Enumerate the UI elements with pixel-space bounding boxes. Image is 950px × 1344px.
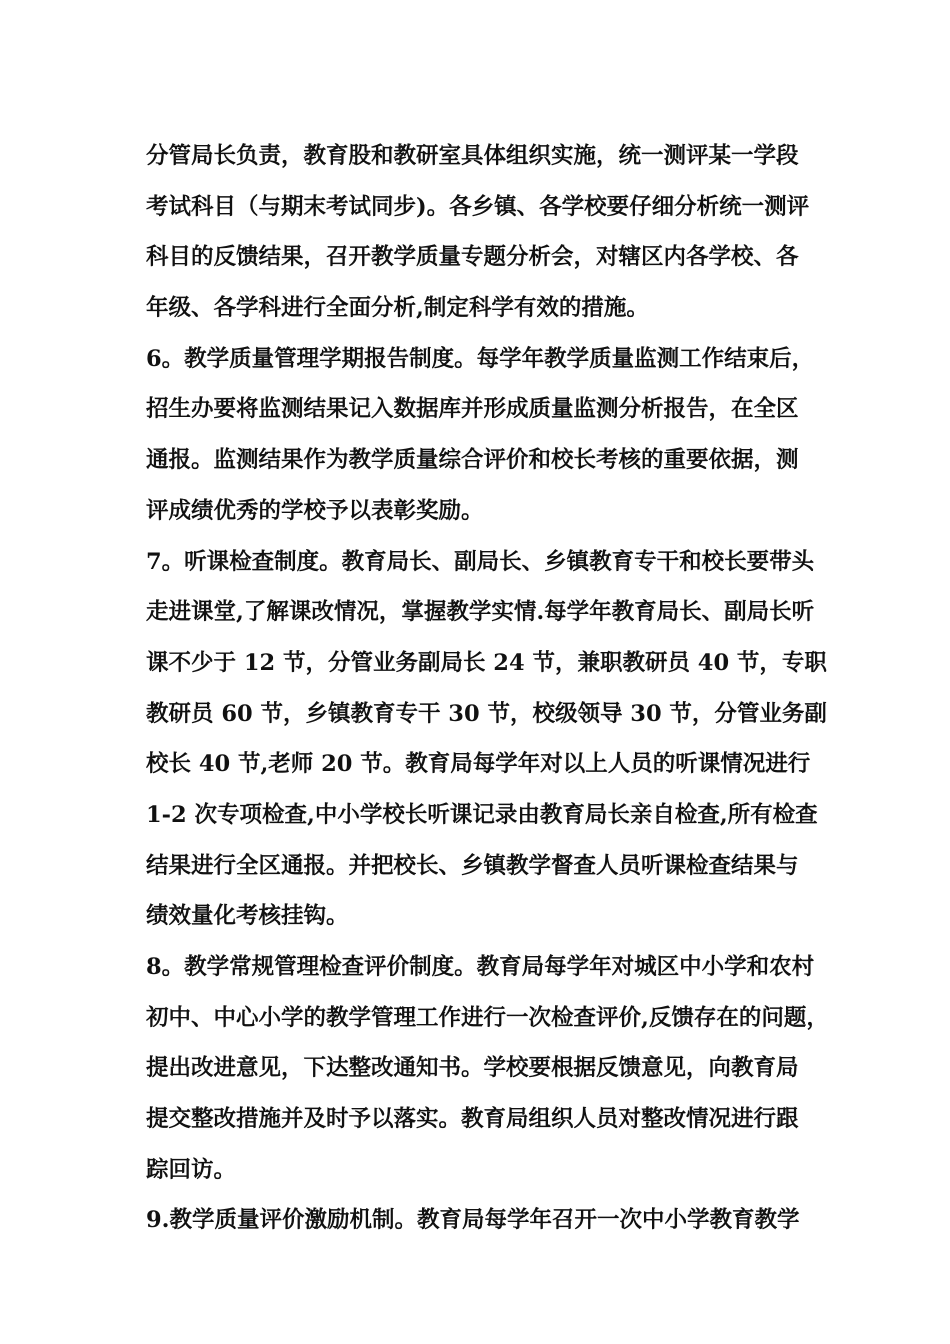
text-line: 年级、各学科进行全面分析,制定科学有效的措施。 [146,295,649,322]
text-line: 通报。监测结果作为教学质量综合评价和校长考核的重要依据，测 [146,447,799,474]
text-line: 6。教学质量管理学期报告制度。每学年教学质量监测工作结束后， [146,345,815,372]
text-line: 8。教学常规管理检查评价制度。教育局每学年对城区中小学和农村 [146,954,815,980]
text-line: 招生办要将监测结果记入数据库并形成质量监测分析报告，在全区 [146,396,799,423]
text-line: 1-2 次专项检查,中小学校长听课记录由教育局长亲自检查,所有检查 [146,801,818,828]
text-line: 课不少于 12 节，分管业务副局长 24 节，兼职教研员 40 节，专职 [146,649,827,676]
text-line: 校长 40 节,老师 20 节。教育局每学年对以上人员的听课情况进行 [146,751,811,778]
body-text [146,131,829,1246]
text-line: 绩效量化考核挂钩。 [146,903,349,930]
text-line: 考试科目（与期末考试同步)。各乡镇、各学校要仔细分析统一测评 [146,193,810,220]
text-line: 7。听课检查制度。教育局长、副局长、乡镇教育专干和校长要带头 [146,548,815,575]
text-line: 初中、中心小学的教学管理工作进行一次检查评价,反馈存在的问题， [146,1004,829,1031]
text-line: 评成绩优秀的学校予以表彰奖励。 [146,497,484,524]
text-line: 分管局长负责，教育股和教研室具体组织实施，统一测评某一学段 [146,143,799,169]
text-line: 提交整改措施并及时予以落实。教育局组织人员对整改情况进行跟 [146,1106,799,1133]
text-line: 教研员 60 节，乡镇教育专干 30 节，校级领导 30 节，分管业务副 [146,700,827,727]
text-line: 结果进行全区通报。并把校长、乡镇教学督查人员听课检查结果与 [146,852,799,879]
text-line: 科目的反馈结果，召开教学质量专题分析会，对辖区内各学校、各 [146,244,799,271]
text-line: 踪回访。 [146,1156,237,1183]
text-line: 提出改进意见，下达整改通知书。学校要根据反馈意见，向教育局 [146,1055,799,1082]
text-line: 走进课堂,了解课改情况，掌握教学实情.每学年教育局长、副局长听 [146,599,815,626]
text-line: 9.教学质量评价激励机制。教育局每学年召开一次中小学教育教学 [146,1207,800,1234]
